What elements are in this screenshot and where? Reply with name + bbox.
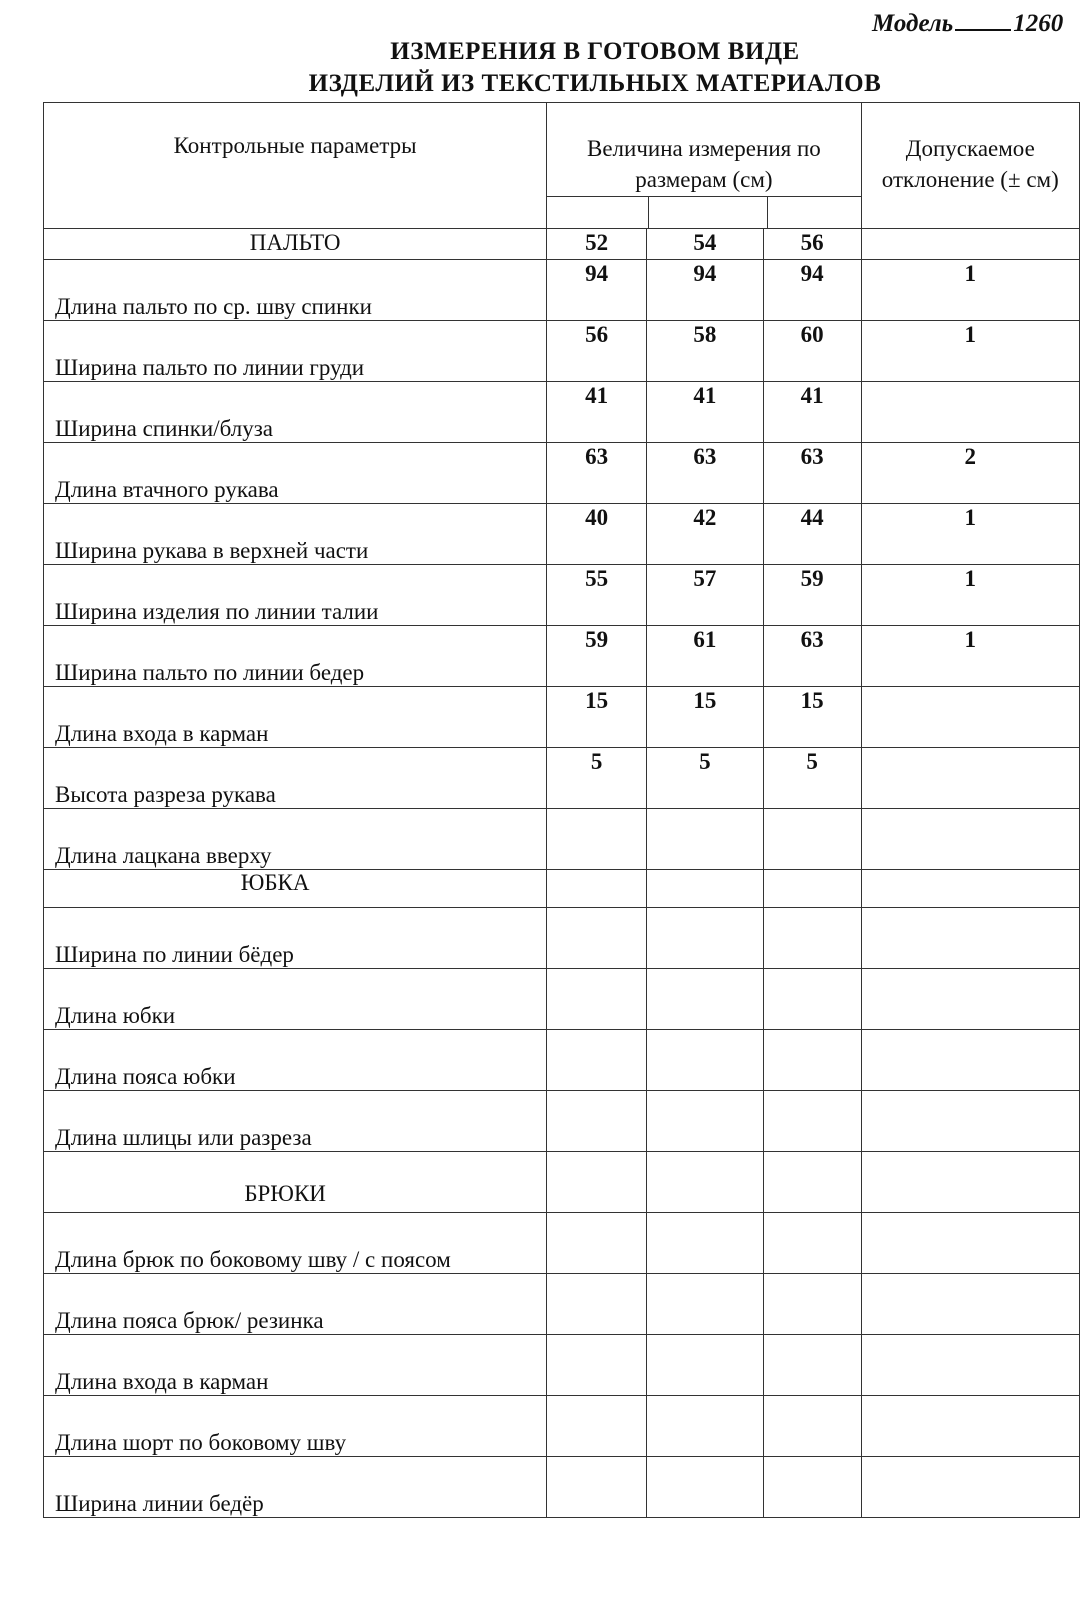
table-row: Длина юбки	[44, 969, 1080, 1030]
section-title: БРЮКИ	[44, 1152, 547, 1213]
header-tolerance: Допускаемое отклонение (± см)	[861, 103, 1079, 229]
table-row: Длина входа в карман	[44, 1335, 1080, 1396]
table-row: Длина входа в карман 15 15 15	[44, 687, 1080, 748]
table-row: Ширина рукава в верхней части 40 42 44 1	[44, 504, 1080, 565]
table-row: Длина пояса юбки	[44, 1030, 1080, 1091]
section-title: ЮБКА	[44, 870, 547, 908]
section-skirt	[44, 870, 1080, 908]
table-row: Длина шорт по боковому шву	[44, 1396, 1080, 1457]
table-row: Ширина линии бедёр	[44, 1457, 1080, 1518]
header-values-line2: размерам (см)	[635, 167, 773, 192]
header-size-subcells	[547, 196, 860, 228]
table-row: Ширина пальто по линии груди 56 58 60 1	[44, 321, 1080, 382]
table-row: Длина пояса брюк/ резинка	[44, 1274, 1080, 1335]
document-title-line1: ИЗМЕРЕНИЯ В ГОТОВОМ ВИДЕ	[390, 38, 800, 65]
size-label: 52	[547, 229, 647, 260]
measurements-table	[43, 102, 1080, 1518]
size-label: 56	[763, 229, 861, 260]
table-row: Ширина спинки/блуза 41 41 41	[44, 382, 1080, 443]
table-header-row	[44, 103, 1080, 229]
section-title: ПАЛЬТО	[44, 229, 547, 260]
header-params: Контрольные параметры	[44, 103, 547, 229]
table-row: Ширина по линии бёдер	[44, 908, 1080, 969]
size-label: 54	[647, 229, 764, 260]
table-row: Длина шлицы или разреза	[44, 1091, 1080, 1152]
model-blank-line	[955, 11, 1011, 31]
table-row: Ширина пальто по линии бедер 59 61 63 1	[44, 626, 1080, 687]
table-row: Ширина изделия по линии талии 55 57 59 1	[44, 565, 1080, 626]
header-values-line1: Величина измерения по	[587, 136, 821, 161]
header-values	[547, 103, 861, 229]
section-trousers	[44, 1152, 1080, 1213]
table-row: Длина втачного рукава 63 63 63 2	[44, 443, 1080, 504]
section-coat	[44, 229, 1080, 260]
table-row: Длина лацкана вверху	[44, 809, 1080, 870]
document-title-line2: ИЗДЕЛИЙ ИЗ ТЕКСТИЛЬНЫХ МАТЕРИАЛОВ	[308, 70, 882, 97]
table-row: Высота разреза рукава 5 5 5	[44, 748, 1080, 809]
table-row: Длина брюк по боковому шву / с поясом	[44, 1213, 1080, 1274]
table-row: Длина пальто по ср. шву спинки 94 94 94 1	[44, 260, 1080, 321]
model-number: Модель 1260	[872, 10, 1064, 37]
